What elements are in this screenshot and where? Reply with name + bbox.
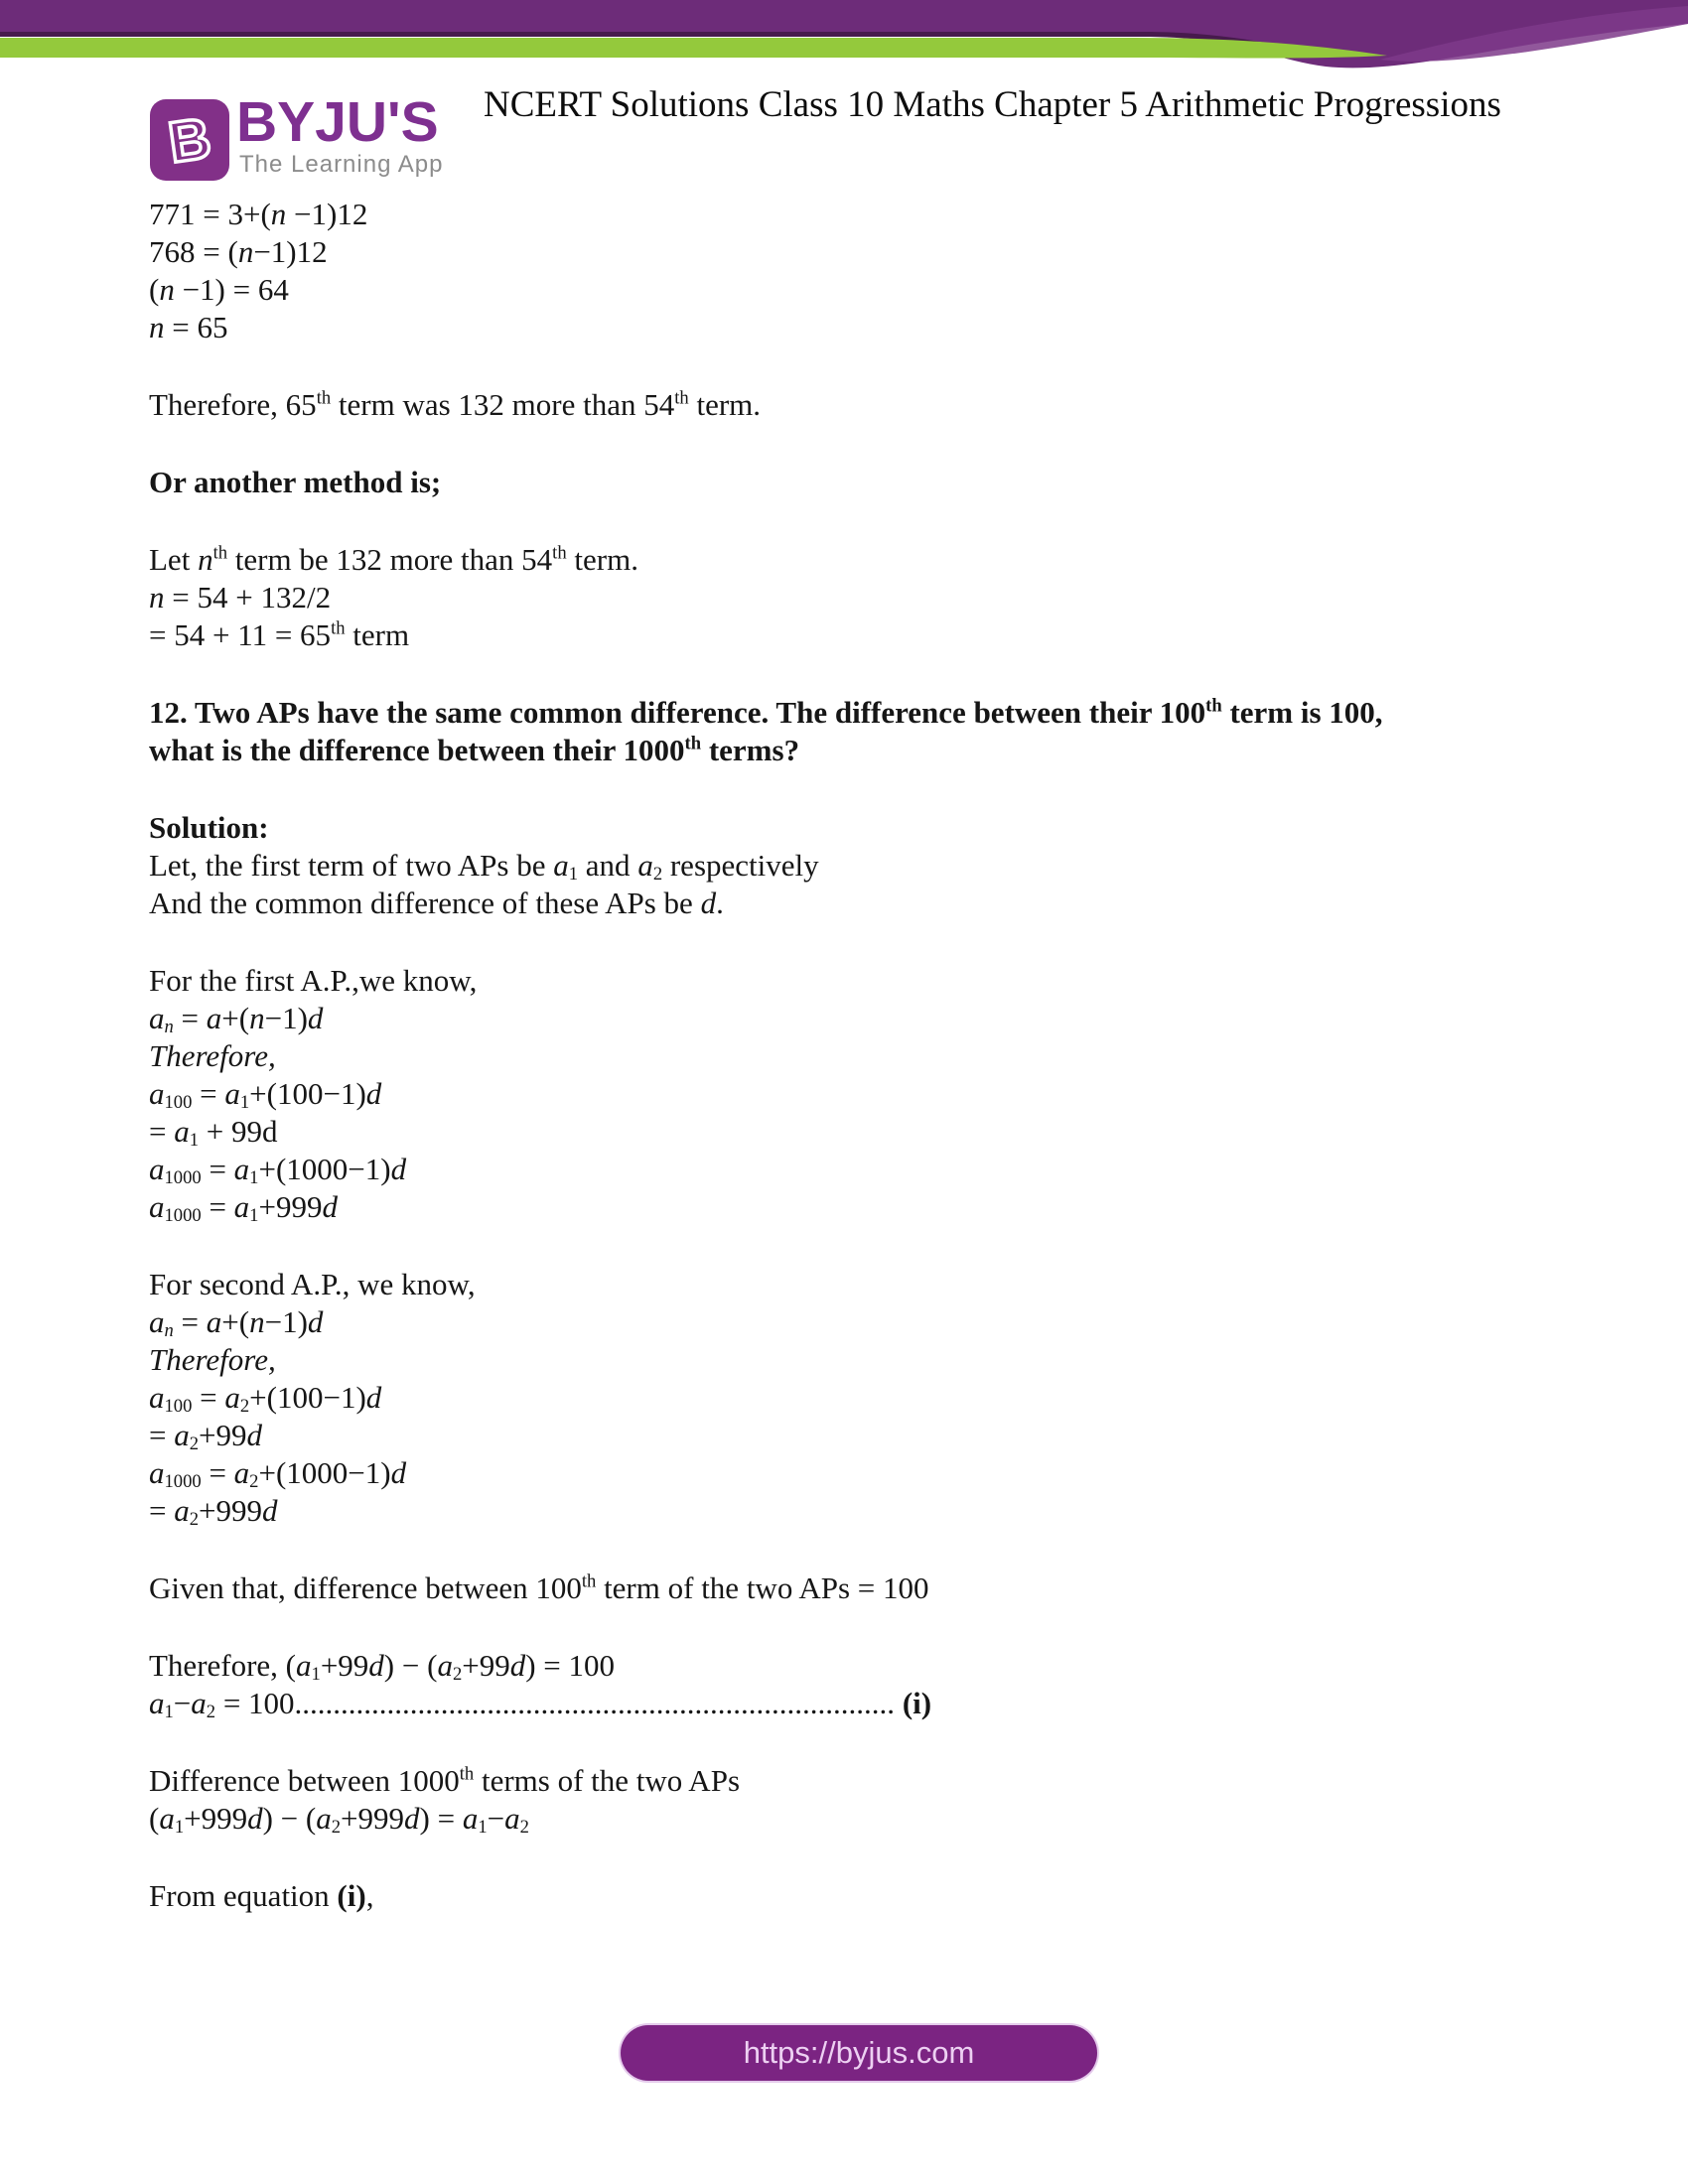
text-line: Let $n^{th}$ term be 132 more than 54th term.	[149, 542, 638, 577]
text-line: 768 = (n−1)12	[149, 234, 328, 269]
text-line: $a_{100} = a_2+(100-1)d$	[149, 1380, 382, 1417]
text-line: $a_{1000} = a_2+(1000-1)d$	[149, 1455, 407, 1492]
blank-line	[149, 1607, 1609, 1647]
svg-text:B: B	[164, 105, 215, 176]
text-line: (n −1) = 64	[149, 272, 289, 307]
text-line: From equation (i),	[149, 1878, 374, 1913]
text-line: $a_{1000} = a_1+(1000-1)d$	[149, 1152, 407, 1188]
text-line: = 54 + 11 = 65th term	[149, 617, 410, 652]
text-line: Given that, difference between 100th term of the two APs = 100	[149, 1570, 929, 1605]
text-line: 771 = 3+(n −1)12	[149, 197, 368, 231]
text-line: = $a_2+999d$	[149, 1493, 278, 1530]
text-line: what is the difference between their 1000th terms?	[149, 733, 800, 767]
text-line: n = 65	[149, 310, 228, 344]
footer-url-label: https://byjus.com	[743, 2035, 975, 2070]
text-line: Difference between 1000th terms of the two APs	[149, 1763, 741, 1798]
blank-line	[149, 424, 1609, 464]
text-line: n = 54 + 132/2	[149, 580, 332, 614]
footer-url-button[interactable]	[621, 2025, 1097, 2081]
page-title: NCERT Solutions Class 10 Maths Chapter 5 Arithmetic Progressions	[484, 84, 1501, 125]
blank-line	[149, 1226, 1609, 1266]
byjus-logo-icon	[149, 98, 230, 182]
text-line: $a_n = a+(n-1)d$	[149, 1304, 324, 1341]
green-band	[0, 38, 1387, 59]
blank-line	[149, 922, 1609, 962]
text-line: = $a_2+99d$	[149, 1418, 263, 1454]
text-line: For the first A.P.,we know,	[149, 963, 478, 998]
text-line: $(a_1+999d) - (a_2+999d) = a_1-a_2$	[149, 1801, 529, 1838]
text-line: $a_1-a_2 = 100$.............................................................................. (i)	[149, 1686, 932, 1722]
document-body	[149, 196, 1609, 1915]
text-line: Let, the first term of two APs be $a_1$ and $a_2$ respectively	[149, 848, 819, 885]
byjus-brand-text: BYJU'S	[236, 90, 439, 154]
blank-line	[149, 1722, 1609, 1762]
text-line: $a_{1000} = a_1+999d$	[149, 1189, 338, 1226]
byjus-logo	[149, 90, 477, 187]
text-line: And the common difference of these APs be d.	[149, 886, 724, 920]
text-line: Therefore,	[149, 1342, 276, 1377]
text-line: For second A.P., we know,	[149, 1267, 476, 1301]
text-line: 12. Two APs have the same common difference. The difference between their 100th term is 100,	[149, 695, 1383, 730]
blank-line	[149, 501, 1609, 541]
text-line: Therefore, $(a_1+99d) - (a_2+99d) = 100$	[149, 1648, 616, 1685]
blank-line	[149, 346, 1609, 386]
text-line: Solution:	[149, 810, 269, 845]
byjus-tagline: The Learning App	[239, 151, 444, 178]
blank-line	[149, 1838, 1609, 1877]
blank-line	[149, 769, 1609, 809]
text-line: Therefore,	[149, 1038, 276, 1073]
text-line: Or another method is;	[149, 465, 442, 499]
text-line: $a_n = a+(n-1)d$	[149, 1001, 324, 1037]
text-line: Therefore, 65th term was 132 more than 54th term.	[149, 387, 762, 422]
blank-line	[149, 654, 1609, 694]
text-line: $a_{100} = a_1+(100-1)d$	[149, 1076, 382, 1113]
blank-line	[149, 1530, 1609, 1570]
text-line: = $a_1 + 99d$	[149, 1114, 278, 1151]
